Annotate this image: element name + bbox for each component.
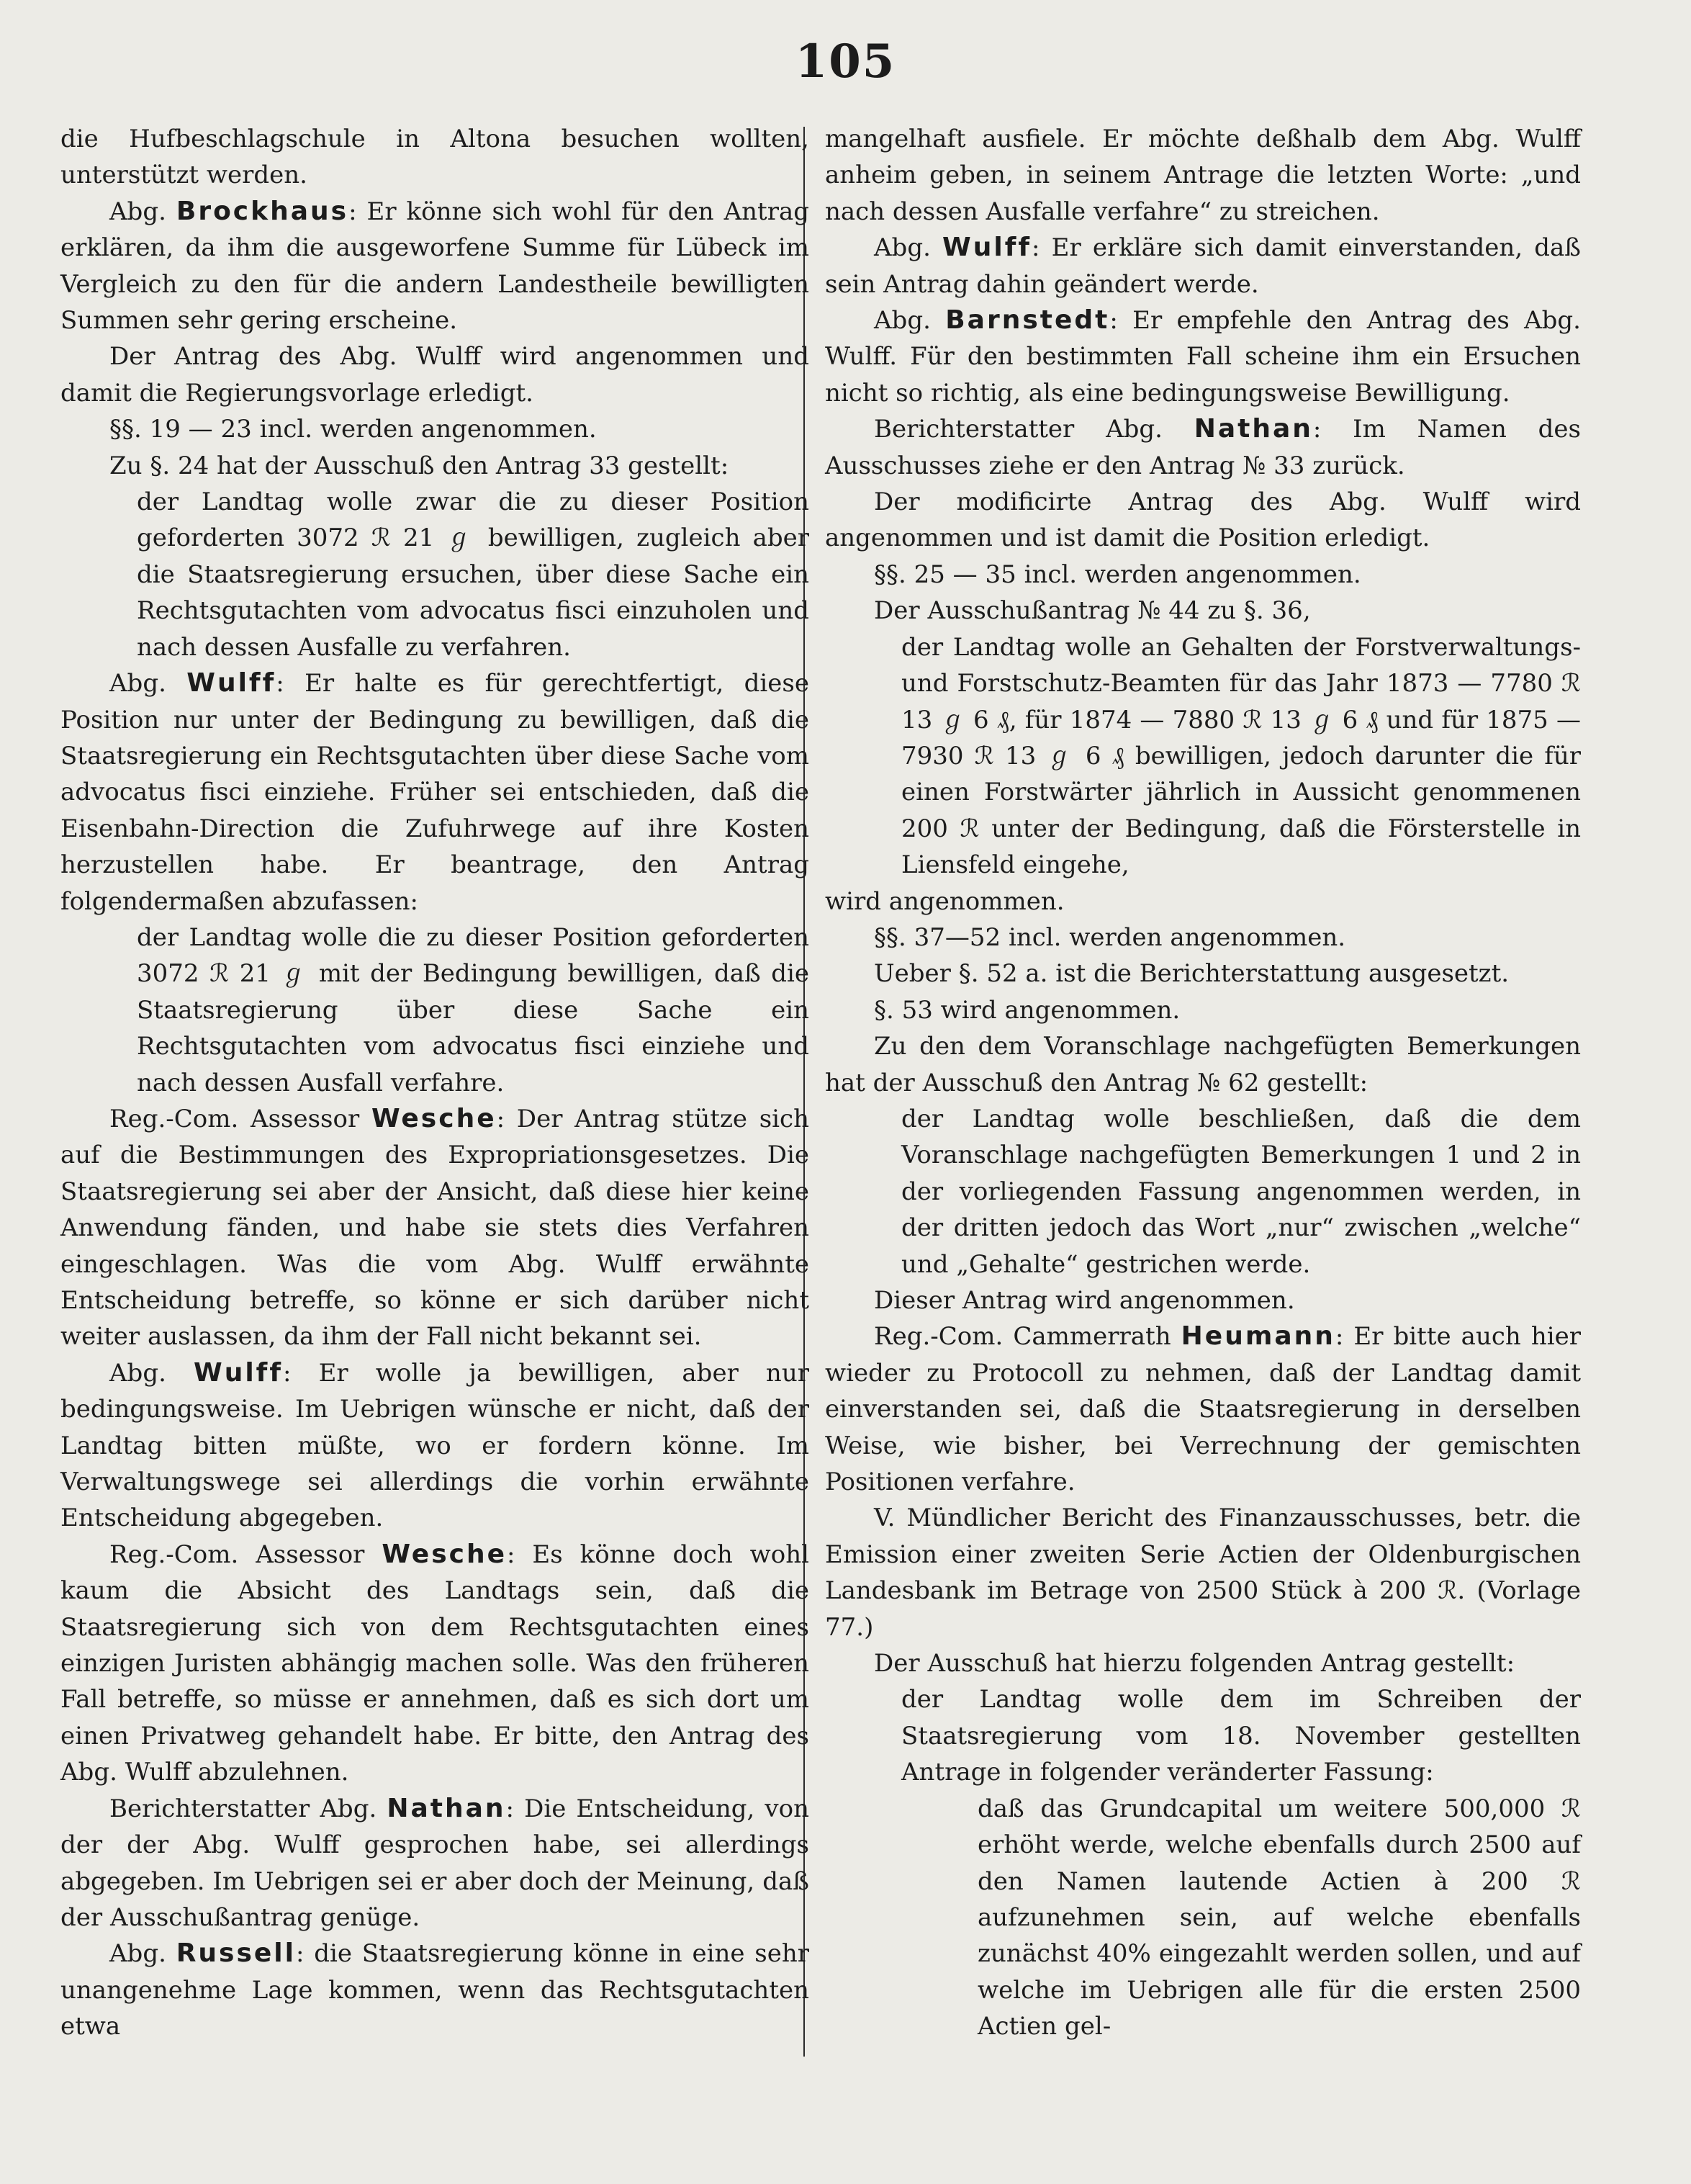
speech-paragraph [60,1537,809,1791]
speech-text: : Es könne doch wohl kaum die Absicht des Landtags sein, daß die Staatsregierung sich von dem Rechtsgutachten eines einzigen Juristen abhängig machen solle. Was den früheren Fall betreffe, so müsse er annehmen, daß es sich dort um einen Privatweg gehandelt habe. Er bitte, den Antrag des Abg. Wulff abzulehnen. [60,1540,809,1787]
speech-text: : Er bitte auch hier wieder zu Protocoll zu nehmen, daß der Landtag damit einverstanden sei, daß die Staatsregierung in derselben Weise, wie bisher, bei Verrechnung der gemischten Positionen verfahre. [825,1322,1581,1497]
speaker-role: Berichterstatter Abg. [874,415,1194,444]
paragraph: §. 53 wird angenommen. [874,995,1181,1025]
speech-paragraph [60,1355,809,1537]
motion-quote: der Landtag wolle die zu dieser Position geforderten 3072 ℛ 21 ℊ mit der Bedingung bewilligen, daß die Staatsregierung über diese Sache ein Rechtsgutachten vom advocatus fisci einziehe und nach dessen Ausfall verfahre. [137,922,809,1097]
speaker-role: Reg.-Com. Cammerrath [874,1322,1181,1352]
speaker-name: Nathan [1194,414,1313,444]
speaker-role: Reg.-Com. Assessor [109,1540,382,1569]
speech-paragraph [60,1791,809,1936]
speaker-role: Abg. [874,306,946,336]
paragraph: wird angenommen. [825,886,1065,916]
paragraph: Der Ausschußantrag № 44 zu §. 36, [874,596,1311,626]
speech-text: : Der Antrag stütze sich auf die Bestimmungen des Expropriationsgesetzes. Die Staatsregierung sei aber der Ansicht, daß diese hier keine Anwendung fänden, und habe sie stets dies Verfahren eingeschlagen. Was die vom Abg. Wulff erwähnte Entscheidung betreffe, so könne er sich darüber nicht weiter auslassen, da ihm der Fall nicht bekannt sei. [60,1104,809,1352]
paragraph: §§. 25 — 35 incl. werden angenommen. [874,560,1361,589]
speaker-name: Brockhaus [176,196,349,226]
motion-quote: der Landtag wolle dem im Schreiben der Staatsregierung vom 18. November gestellten Antrage in folgender veränderter Fassung: [901,1685,1581,1787]
speaker-name: Heumann [1181,1321,1335,1352]
speaker-name: Barnstedt [945,305,1110,336]
paragraph: Der modificirte Antrag des Abg. Wulff wird angenommen und ist damit die Position erledigt. [825,487,1581,553]
speaker-name: Wesche [382,1539,508,1569]
motion-quote: der Landtag wolle zwar die zu dieser Position geforderten 3072 ℛ 21 ℊ bewilligen, zugleich aber die Staatsregierung ersuchen, über diese Sache ein Rechtsgutachten vom advocatus fisci einzuholen und nach dessen Ausfalle zu verfahren. [137,487,809,662]
paragraph: Der Ausschuß hat hierzu folgenden Antrag gestellt: [874,1649,1515,1679]
speech-text: : Im Namen des Ausschusses ziehe er den Antrag № 33 zurück. [825,415,1581,480]
speaker-name: Wulff [186,668,276,698]
speech-text: : Er empfehle den Antrag des Abg. Wulff. Für den bestimmten Fall scheine ihm ein Ersuchen nicht so richtig, als eine bedingungsweise Bewilligung. [825,306,1581,408]
speech-text: : Er wolle ja bewilligen, aber nur bedingungsweise. Im Uebrigen wünsche er nicht, daß der Landtag bitten müßte, wo er fordern könne. Im Verwaltungswege sei allerdings die vorhin erwähnte Entscheidung abgegeben. [60,1358,809,1533]
right-column [825,121,1581,2045]
speaker-role: Abg. [109,1939,176,1969]
speaker-role: Berichterstatter Abg. [109,1794,387,1823]
speech-text: : die Staatsregierung könne in eine sehr unangenehme Lage kommen, wenn das Rechtsgutachten etwa [60,1939,810,2041]
speaker-name: Wulff [194,1357,284,1388]
speech-paragraph [825,1318,1581,1500]
paragraph: die Hufbeschlagschule in Altona besuchen wollten, unterstützt werden. [60,125,809,190]
speech-paragraph [60,1936,809,2044]
speech-text: : Er halte es für gerechtfertigt, diese Position nur unter der Bedingung zu bewilligen, daß die Staatsregierung ein Rechtsgutachten über diese Sache vom advocatus fisci einziehe. Früher sei entschieden, daß die Eisenbahn-Direction die Zufuhrwege auf ihre Kosten herzustellen habe. Er beantrage, den Antrag folgendermaßen abzufassen: [60,669,809,916]
speaker-role: Abg. [109,1358,194,1388]
speaker-role: Reg.-Com. Assessor [109,1104,371,1133]
speech-text: : Er erkläre sich damit einverstanden, daß sein Antrag dahin geändert werde. [825,233,1581,299]
paragraph: mangelhaft ausfiele. Er möchte deßhalb dem Abg. Wulff anheim geben, in seinem Antrage die letzten Worte: „und nach dessen Ausfalle verfahre“ zu streichen. [825,125,1581,226]
speech-paragraph [825,302,1581,411]
motion-quote: der Landtag wolle beschließen, daß die dem Voranschlage nachgefügten Bemerkungen 1 und 2 in der vorliegenden Fassung angenommen werden, in der dritten jedoch das Wort „nur“ zwischen „welche“ und „Gehalte“ gestrichen werde. [901,1104,1581,1279]
speech-paragraph [825,230,1581,302]
motion-quote-nested: daß das Grundcapital um weitere 500,000 ℛ erhöht werde, welche ebenfalls durch 2500 auf den Namen lautende Actien à 200 ℛ aufzunehmen sein, auf welche ebenfalls zunächst 40% eingezahlt werden sollen, und auf welche im Uebrigen alle für die ersten 2500 Actien gel- [978,1794,1581,2041]
speech-paragraph [825,411,1581,484]
speech-text: : Die Entscheidung, von der der Abg. Wulff gesprochen habe, sei allerdings abgegeben. Im Uebrigen sei er aber doch der Meinung, daß der Ausschußantrag genüge. [60,1794,809,1932]
motion-quote: der Landtag wolle an Gehalten der Forstverwaltungs- und Forstschutz-Beamten für das Jahr 1873 — 7780 ℛ 13 ℊ 6 ₰, für 1874 — 7880 ℛ 13 ℊ 6 ₰ und für 1875 — 7930 ℛ 13 ℊ 6 ₰ bewilligen, jedoch darunter die für einen Forstwärter jährlich in Aussicht genommenen 200 ℛ unter der Bedingung, daß die Försterstelle in Liensfeld eingehe, [901,632,1581,880]
paragraph: Zu §. 24 hat der Ausschuß den Antrag 33 gestellt: [109,451,729,480]
speaker-role: Abg. [109,669,187,698]
speech-paragraph [60,1101,809,1355]
speech-paragraph [60,194,809,339]
paragraph: §§. 37—52 incl. werden angenommen. [874,922,1346,952]
paragraph: Ueber §. 52 a. ist die Berichterstattung ausgesetzt. [874,959,1510,989]
paragraph: Zu den dem Voranschlage nachgefügten Bemerkungen hat der Ausschuß den Antrag № 62 gestellt: [825,1032,1581,1097]
paragraph: §§. 19 — 23 incl. werden angenommen. [109,415,597,444]
page-number: 105 [795,35,896,89]
paragraph: Der Antrag des Abg. Wulff wird angenommen und damit die Regierungsvorlage erledigt. [60,342,809,408]
speaker-name: Nathan [387,1793,506,1823]
left-column [60,121,809,2045]
speaker-name: Wulff [942,233,1032,263]
section-heading: V. Mündlicher Bericht des Finanzausschusses, betr. die Emission einer zweiten Serie Actien der Oldenburgischen Landesbank im Betrage von 2500 Stück à 200 ℛ. (Vorlage 77.) [825,1504,1581,1642]
speaker-role: Abg. [874,233,943,263]
speech-paragraph [60,665,809,920]
paragraph: Dieser Antrag wird angenommen. [874,1286,1295,1315]
speech-text: : Er könne sich wohl für den Antrag erklären, da ihm die ausgeworfene Summe für Lübeck im Vergleich zu den für die andern Landestheile bewilligten Summen sehr gering erscheine. [60,197,809,336]
speaker-name: Russell [176,1938,296,1969]
speaker-role: Abg. [109,197,176,226]
speaker-name: Wesche [371,1103,497,1133]
